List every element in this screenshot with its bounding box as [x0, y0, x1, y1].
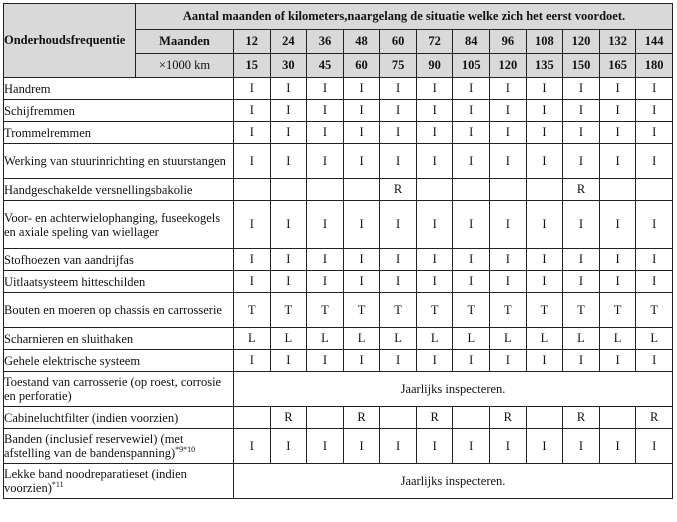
- schedule-cell: I: [526, 249, 563, 271]
- item-label: Cabineluchtfilter (indien voorzien): [4, 410, 179, 425]
- schedule-cell: I: [416, 144, 453, 179]
- schedule-cell: I: [453, 271, 490, 293]
- item-cell: [4, 271, 234, 293]
- schedule-cell: I: [526, 350, 563, 372]
- schedule-cell: I: [416, 100, 453, 122]
- schedule-cell: I: [636, 429, 673, 464]
- km-value: 180: [636, 54, 673, 78]
- item-label: Gehele elektrische systeem: [4, 353, 141, 368]
- table-row: [4, 201, 673, 249]
- schedule-cell: I: [636, 144, 673, 179]
- km-value: 30: [270, 54, 307, 78]
- schedule-cell: I: [490, 350, 527, 372]
- months-value: 36: [307, 30, 344, 54]
- schedule-cell: I: [307, 144, 344, 179]
- months-value: 72: [416, 30, 453, 54]
- schedule-cell: [453, 407, 490, 429]
- schedule-cell: I: [453, 122, 490, 144]
- item-cell: [4, 78, 234, 100]
- schedule-cell: I: [270, 201, 307, 249]
- schedule-cell: I: [307, 100, 344, 122]
- schedule-cell: I: [563, 144, 600, 179]
- schedule-cell: I: [343, 100, 380, 122]
- schedule-cell: I: [234, 249, 271, 271]
- schedule-cell: [234, 179, 271, 201]
- schedule-cell: I: [270, 350, 307, 372]
- months-value: 12: [234, 30, 271, 54]
- months-value: 120: [563, 30, 600, 54]
- months-value: 60: [380, 30, 417, 54]
- schedule-cell: I: [453, 201, 490, 249]
- schedule-cell: I: [453, 100, 490, 122]
- table-row: [4, 122, 673, 144]
- schedule-cell: R: [380, 179, 417, 201]
- annual-inspection-cell: Jaarlijks inspecteren.: [234, 372, 673, 407]
- maintenance-schedule-table: [3, 3, 673, 499]
- schedule-cell: T: [526, 293, 563, 328]
- schedule-cell: I: [599, 144, 636, 179]
- item-cell: [4, 293, 234, 328]
- schedule-cell: T: [453, 293, 490, 328]
- schedule-cell: I: [636, 78, 673, 100]
- schedule-cell: I: [636, 249, 673, 271]
- schedule-cell: I: [490, 429, 527, 464]
- item-label: Bouten en moeren op chassis en carrosserie: [4, 303, 222, 317]
- schedule-cell: [526, 407, 563, 429]
- schedule-cell: I: [453, 78, 490, 100]
- schedule-cell: I: [270, 144, 307, 179]
- item-label: Handgeschakelde versnellingsbakolie: [4, 182, 193, 197]
- schedule-cell: R: [636, 407, 673, 429]
- schedule-cell: I: [343, 350, 380, 372]
- schedule-cell: I: [490, 271, 527, 293]
- months-value: 108: [526, 30, 563, 54]
- schedule-cell: L: [599, 328, 636, 350]
- schedule-cell: [307, 179, 344, 201]
- schedule-cell: [490, 179, 527, 201]
- table-row: [4, 179, 673, 201]
- schedule-cell: I: [636, 122, 673, 144]
- schedule-cell: I: [599, 78, 636, 100]
- item-label: Scharnieren en sluithaken: [4, 331, 134, 346]
- km-value: 75: [380, 54, 417, 78]
- table-row: [4, 249, 673, 271]
- schedule-cell: T: [270, 293, 307, 328]
- schedule-cell: I: [416, 271, 453, 293]
- table-row: [4, 407, 673, 429]
- item-cell: [4, 350, 234, 372]
- schedule-cell: I: [490, 144, 527, 179]
- km-value: 90: [416, 54, 453, 78]
- schedule-cell: I: [453, 144, 490, 179]
- table-row: [4, 100, 673, 122]
- schedule-cell: L: [453, 328, 490, 350]
- schedule-cell: I: [526, 78, 563, 100]
- item-label: Schijfremmen: [4, 103, 75, 118]
- schedule-cell: T: [343, 293, 380, 328]
- schedule-cell: I: [307, 249, 344, 271]
- schedule-cell: I: [526, 201, 563, 249]
- item-label: Banden (inclusief reservewiel) (met afstelling van de bandenspanning): [4, 432, 184, 460]
- schedule-cell: I: [599, 122, 636, 144]
- schedule-cell: I: [270, 100, 307, 122]
- schedule-cell: I: [453, 429, 490, 464]
- schedule-cell: [599, 407, 636, 429]
- schedule-cell: I: [636, 350, 673, 372]
- table-row: [4, 78, 673, 100]
- schedule-cell: I: [234, 78, 271, 100]
- schedule-cell: I: [490, 201, 527, 249]
- schedule-cell: [453, 179, 490, 201]
- schedule-cell: I: [599, 271, 636, 293]
- schedule-cell: I: [453, 249, 490, 271]
- schedule-cell: I: [599, 249, 636, 271]
- schedule-cell: T: [307, 293, 344, 328]
- item-cell: [4, 122, 234, 144]
- km-value: 135: [526, 54, 563, 78]
- schedule-cell: R: [270, 407, 307, 429]
- km-value: 150: [563, 54, 600, 78]
- schedule-cell: [380, 407, 417, 429]
- schedule-cell: I: [453, 350, 490, 372]
- schedule-cell: [526, 179, 563, 201]
- schedule-cell: I: [307, 429, 344, 464]
- schedule-cell: I: [270, 429, 307, 464]
- item-cell: [4, 464, 234, 499]
- km-value: 45: [307, 54, 344, 78]
- schedule-cell: L: [380, 328, 417, 350]
- schedule-cell: I: [380, 201, 417, 249]
- schedule-cell: I: [380, 78, 417, 100]
- schedule-cell: I: [599, 350, 636, 372]
- months-value: 132: [599, 30, 636, 54]
- schedule-cell: I: [307, 122, 344, 144]
- schedule-cell: I: [380, 144, 417, 179]
- schedule-cell: I: [380, 271, 417, 293]
- schedule-cell: I: [343, 122, 380, 144]
- schedule-cell: I: [526, 144, 563, 179]
- schedule-cell: I: [636, 201, 673, 249]
- schedule-cell: I: [526, 100, 563, 122]
- item-cell: [4, 144, 234, 179]
- schedule-cell: T: [490, 293, 527, 328]
- schedule-cell: R: [343, 407, 380, 429]
- table-row: [4, 350, 673, 372]
- schedule-cell: I: [270, 249, 307, 271]
- schedule-cell: T: [636, 293, 673, 328]
- schedule-cell: T: [563, 293, 600, 328]
- schedule-cell: I: [234, 100, 271, 122]
- schedule-cell: I: [490, 122, 527, 144]
- schedule-cell: I: [234, 122, 271, 144]
- schedule-cell: [416, 179, 453, 201]
- footnote-marker: *9*10: [175, 444, 196, 454]
- schedule-cell: I: [416, 350, 453, 372]
- item-cell: [4, 407, 234, 429]
- item-cell: [4, 179, 234, 201]
- months-value: 96: [490, 30, 527, 54]
- schedule-cell: I: [599, 429, 636, 464]
- schedule-cell: I: [234, 271, 271, 293]
- schedule-cell: [270, 179, 307, 201]
- schedule-cell: R: [416, 407, 453, 429]
- schedule-cell: I: [307, 78, 344, 100]
- months-label: Maanden: [136, 30, 234, 54]
- schedule-cell: I: [599, 201, 636, 249]
- schedule-cell: I: [234, 350, 271, 372]
- schedule-cell: T: [416, 293, 453, 328]
- schedule-cell: I: [343, 144, 380, 179]
- schedule-cell: I: [563, 271, 600, 293]
- schedule-cell: [343, 179, 380, 201]
- schedule-cell: I: [307, 271, 344, 293]
- km-value: 105: [453, 54, 490, 78]
- table-row: [4, 372, 673, 407]
- item-cell: [4, 201, 234, 249]
- schedule-cell: I: [636, 100, 673, 122]
- schedule-cell: I: [270, 271, 307, 293]
- schedule-cell: I: [563, 350, 600, 372]
- schedule-cell: I: [563, 201, 600, 249]
- footnote-marker: *11: [51, 479, 64, 489]
- item-label: Lekke band noodreparatieset (indien voorzien): [4, 467, 187, 495]
- table-row: [4, 429, 673, 464]
- schedule-cell: I: [343, 201, 380, 249]
- km-value: 60: [343, 54, 380, 78]
- schedule-cell: I: [526, 271, 563, 293]
- schedule-cell: L: [270, 328, 307, 350]
- schedule-cell: L: [526, 328, 563, 350]
- frequency-header: Onderhoudsfrequentie: [4, 4, 136, 78]
- schedule-cell: I: [563, 78, 600, 100]
- schedule-cell: I: [380, 249, 417, 271]
- schedule-cell: L: [234, 328, 271, 350]
- item-label: Trommelremmen: [4, 125, 92, 140]
- table-row: [4, 271, 673, 293]
- schedule-cell: I: [563, 100, 600, 122]
- schedule-cell: I: [234, 429, 271, 464]
- schedule-cell: T: [599, 293, 636, 328]
- schedule-cell: I: [636, 271, 673, 293]
- schedule-cell: I: [307, 201, 344, 249]
- annual-inspection-cell: Jaarlijks inspecteren.: [234, 464, 673, 499]
- schedule-cell: [234, 407, 271, 429]
- schedule-cell: I: [490, 78, 527, 100]
- schedule-cell: L: [343, 328, 380, 350]
- schedule-cell: I: [380, 429, 417, 464]
- item-label: Voor- en achterwielophanging, fuseekogels en axiale speling van wiellager: [4, 210, 221, 239]
- schedule-cell: I: [307, 350, 344, 372]
- schedule-cell: I: [270, 78, 307, 100]
- table-row: [4, 144, 673, 179]
- schedule-cell: I: [526, 122, 563, 144]
- item-cell: [4, 100, 234, 122]
- months-value: 24: [270, 30, 307, 54]
- schedule-cell: L: [563, 328, 600, 350]
- schedule-cell: L: [307, 328, 344, 350]
- schedule-cell: I: [490, 249, 527, 271]
- km-value: 120: [490, 54, 527, 78]
- item-cell: [4, 429, 234, 464]
- schedule-cell: I: [380, 122, 417, 144]
- schedule-cell: R: [563, 407, 600, 429]
- schedule-cell: I: [380, 350, 417, 372]
- table-row: [4, 464, 673, 499]
- schedule-cell: I: [343, 78, 380, 100]
- schedule-cell: R: [490, 407, 527, 429]
- interval-banner: Aantal maanden of kilometers,naargelang de situatie welke zich het eerst voordoet.: [136, 4, 673, 30]
- months-value: 144: [636, 30, 673, 54]
- schedule-cell: I: [343, 429, 380, 464]
- schedule-cell: I: [343, 271, 380, 293]
- schedule-cell: I: [563, 122, 600, 144]
- km-value: 165: [599, 54, 636, 78]
- schedule-cell: I: [416, 122, 453, 144]
- schedule-cell: I: [416, 249, 453, 271]
- item-label: Handrem: [4, 81, 51, 96]
- schedule-cell: [307, 407, 344, 429]
- schedule-cell: [636, 179, 673, 201]
- item-cell: [4, 372, 234, 407]
- item-cell: [4, 328, 234, 350]
- schedule-cell: L: [416, 328, 453, 350]
- table-row: [4, 293, 673, 328]
- item-label: Werking van stuurinrichting en stuurstangen: [4, 154, 226, 168]
- table-row: [4, 328, 673, 350]
- item-label: Stofhoezen van aandrijfas: [4, 252, 134, 267]
- schedule-cell: I: [234, 201, 271, 249]
- schedule-cell: I: [416, 201, 453, 249]
- schedule-cell: I: [270, 122, 307, 144]
- item-label: Uitlaatsysteem hitteschilden: [4, 274, 146, 289]
- item-cell: [4, 249, 234, 271]
- km-label: ×1000 km: [136, 54, 234, 78]
- schedule-cell: T: [234, 293, 271, 328]
- schedule-cell: I: [234, 144, 271, 179]
- schedule-cell: I: [599, 100, 636, 122]
- schedule-cell: I: [490, 100, 527, 122]
- schedule-cell: I: [343, 249, 380, 271]
- header-row-banner: [4, 4, 673, 30]
- schedule-cell: T: [380, 293, 417, 328]
- schedule-cell: I: [416, 429, 453, 464]
- schedule-cell: L: [636, 328, 673, 350]
- months-value: 84: [453, 30, 490, 54]
- months-value: 48: [343, 30, 380, 54]
- schedule-cell: I: [563, 429, 600, 464]
- schedule-cell: I: [416, 78, 453, 100]
- schedule-cell: R: [563, 179, 600, 201]
- schedule-cell: I: [563, 249, 600, 271]
- item-label: Toestand van carrosserie (op roest, corrosie en perforatie): [4, 375, 222, 403]
- schedule-cell: [599, 179, 636, 201]
- schedule-cell: I: [526, 429, 563, 464]
- km-value: 15: [234, 54, 271, 78]
- schedule-cell: L: [490, 328, 527, 350]
- schedule-cell: I: [380, 100, 417, 122]
